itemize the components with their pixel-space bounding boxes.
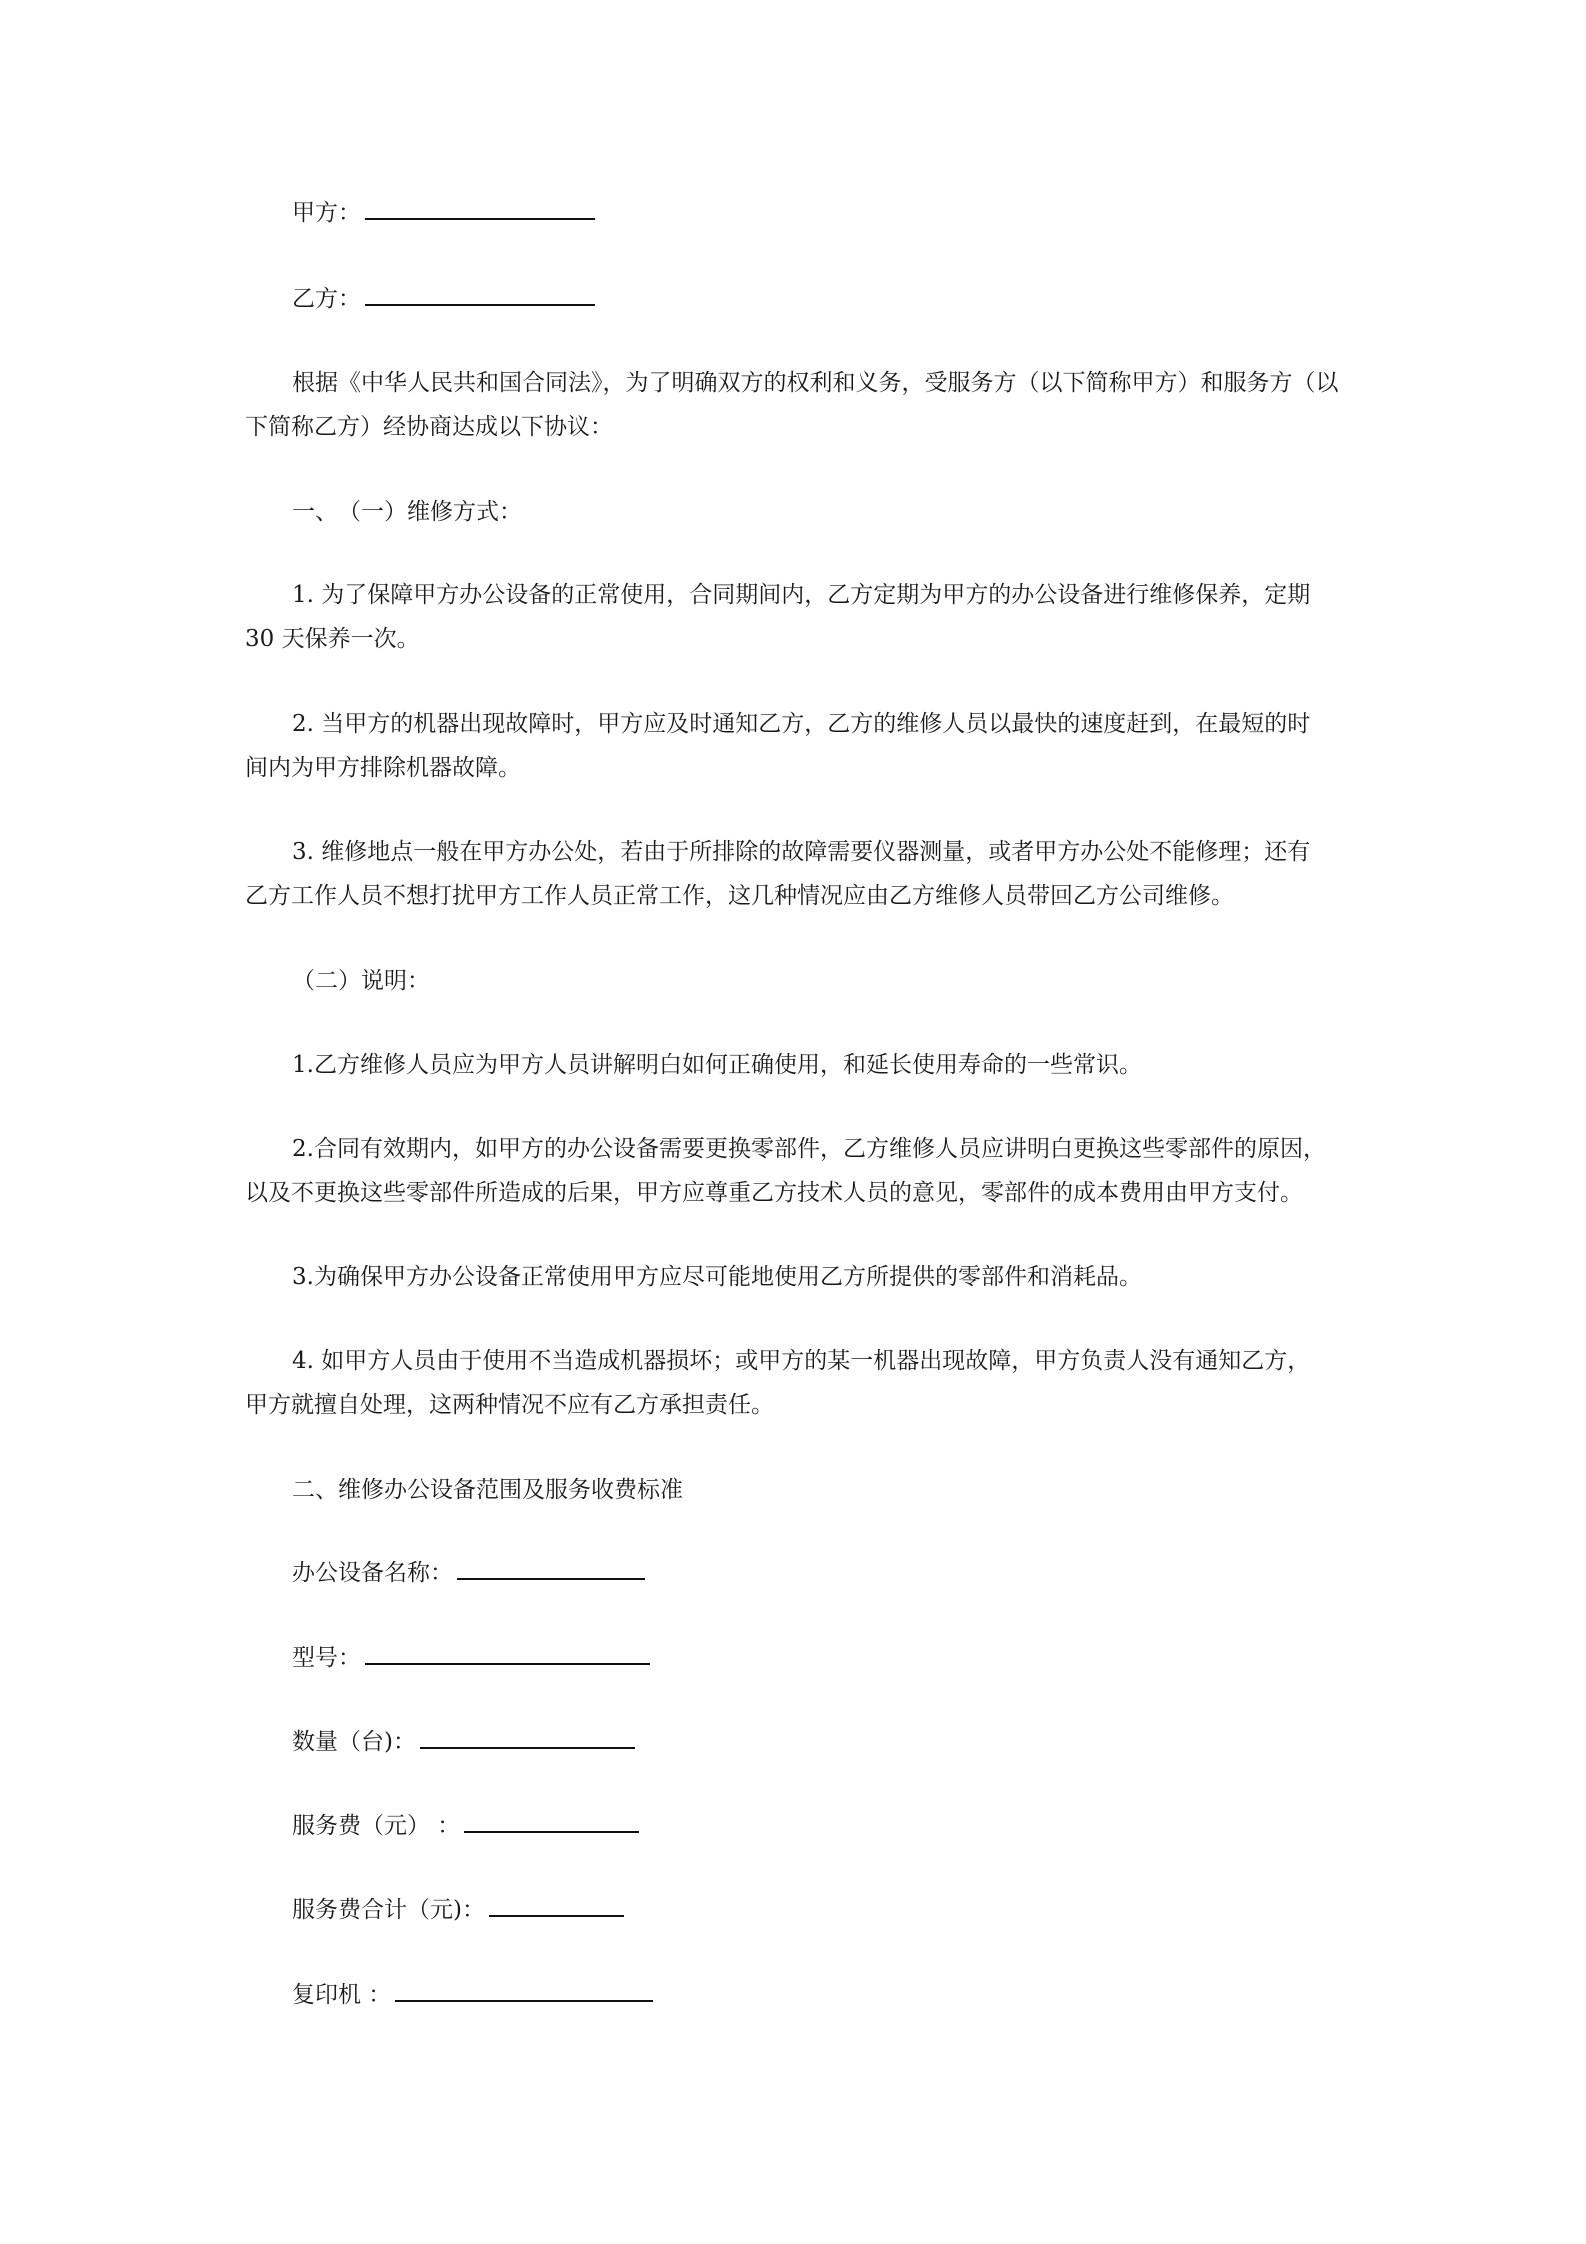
s2-item-3: 3.为确保甲方办公设备正常使用甲方应尽可能地使用乙方所提供的零部件和消耗品。	[292, 1264, 1142, 1290]
party-a-label: 甲方：	[292, 200, 361, 226]
intro-line-2: 下简称乙方）经协商达成以下协议：	[245, 414, 613, 440]
model-field	[292, 1643, 650, 1673]
device-name-field	[292, 1558, 645, 1588]
section-1-heading: 一、 （一）维修方式：	[292, 499, 522, 525]
s2-item-2-line-2: 以及不更换这些零部件所造成的后果，甲方应尊重乙方技术人员的意见，零部件的成本费用由甲方支付。	[245, 1180, 1303, 1206]
intro-line-1: 根据《中华人民共和国合同法》，为了明确双方的权利和义务，受服务方（以下简称甲方）和服务方（以	[292, 370, 1339, 396]
s1-item-2-line-2: 间内为甲方排除机器故障。	[245, 755, 521, 781]
s2-item-4-line-1: 4. 如甲方人员由于使用不当造成机器损坏；或甲方的某一机器出现故障，甲方负责人没有通知乙方，	[292, 1348, 1311, 1374]
s1-item-1-line-1: 1. 为了保障甲方办公设备的正常使用，合同期间内，乙方定期为甲方的办公设备进行维修保养，定期	[292, 582, 1311, 608]
party-b-blank[interactable]	[365, 303, 595, 306]
service-fee-total-label: 服务费合计（元)：	[292, 1897, 485, 1923]
s2-item-1: 1.乙方维修人员应为甲方人员讲解明白如何正确使用，和延长使用寿命的一些常识。	[292, 1052, 1142, 1078]
s2-item-4-line-2: 甲方就擅自处理，这两种情况不应有乙方承担责任。	[245, 1392, 774, 1418]
quantity-label: 数量（台)：	[292, 1729, 416, 1755]
service-fee-blank[interactable]	[464, 1830, 639, 1833]
model-label: 型号：	[292, 1645, 361, 1671]
s1-item-3-line-2: 乙方工作人员不想打扰甲方工作人员正常工作，这几种情况应由乙方维修人员带回乙方公司维修。	[245, 883, 1234, 909]
device-name-blank[interactable]	[457, 1577, 645, 1580]
copier-blank[interactable]	[395, 1999, 653, 2002]
quantity-field	[292, 1727, 635, 1757]
model-blank[interactable]	[365, 1662, 650, 1665]
s1-item-1-line-2: 30 天保养一次。	[245, 626, 420, 652]
quantity-blank[interactable]	[420, 1746, 635, 1749]
party-b-label: 乙方：	[292, 286, 361, 312]
subsection-2-heading: （二）说明：	[292, 968, 430, 994]
s1-item-3-line-1: 3. 维修地点一般在甲方办公处，若由于所排除的故障需要仪器测量，或者甲方办公处不能修理；还有	[292, 839, 1311, 865]
s1-item-2-line-1: 2. 当甲方的机器出现故障时，甲方应及时通知乙方，乙方的维修人员以最快的速度赶到，在最短的时	[292, 711, 1311, 737]
party-b-field	[292, 284, 595, 314]
copier-field	[292, 1980, 653, 2010]
service-fee-label: 服务费（元） ：	[292, 1813, 461, 1839]
s2-item-2-line-1: 2.合同有效期内，如甲方的办公设备需要更换零部件，乙方维修人员应讲明白更换这些零部件的原因，	[292, 1136, 1326, 1162]
party-a-field	[292, 198, 595, 228]
party-a-blank[interactable]	[365, 217, 595, 220]
section-2-heading: 二、维修办公设备范围及服务收费标准	[292, 1477, 683, 1503]
service-fee-field	[292, 1811, 639, 1841]
service-fee-total-blank[interactable]	[489, 1914, 624, 1917]
device-name-label: 办公设备名称：	[292, 1560, 453, 1586]
copier-label: 复印机 ：	[292, 1982, 392, 2008]
service-fee-total-field	[292, 1895, 624, 1925]
